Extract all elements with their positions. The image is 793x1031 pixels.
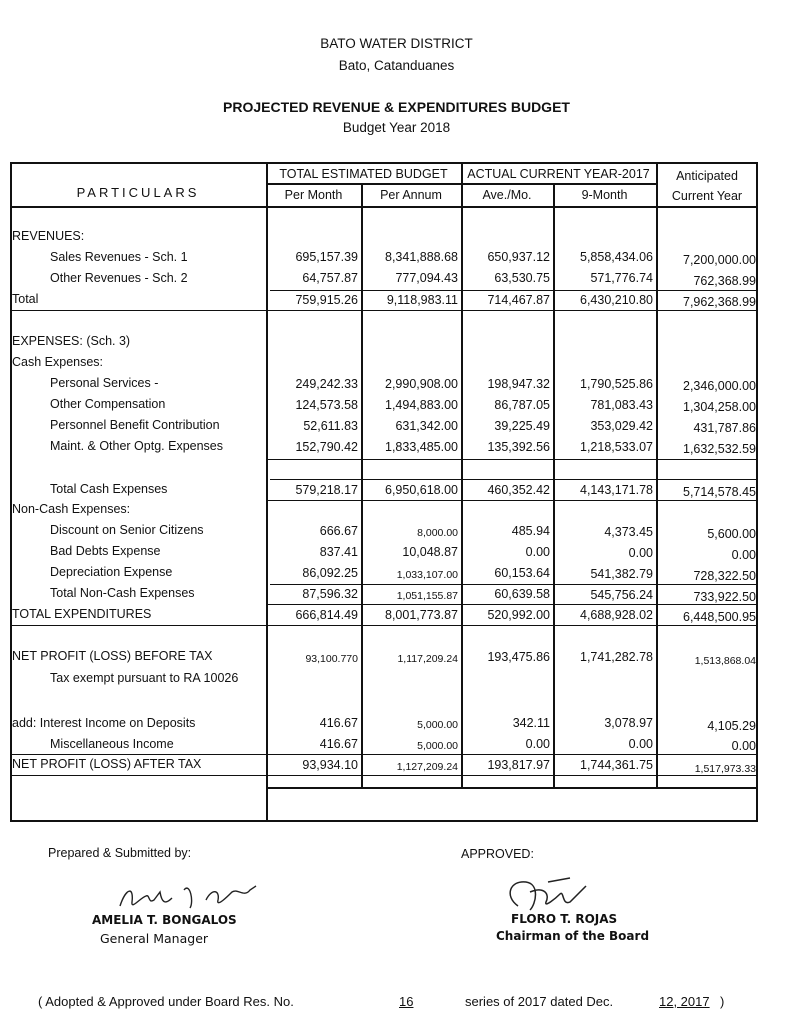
row-label-tax-exempt: Tax exempt pursuant to RA 10026 — [50, 671, 239, 685]
cell-anticipated: 0.00 — [731, 548, 756, 562]
row-label-total-non-cash: Total Non-Cash Expenses — [50, 586, 195, 600]
cell-per-annum: 6,950,618.00 — [385, 483, 458, 497]
cell-per-annum: 10,048.87 — [402, 545, 458, 559]
cell-ave-mo: 39,225.49 — [494, 419, 550, 433]
prepared-label: Prepared & Submitted by: — [48, 846, 192, 860]
row-label-net-after-tax: NET PROFIT (LOSS) AFTER TAX — [12, 757, 202, 771]
cell-ave-mo: 520,992.00 — [487, 608, 550, 622]
cell-9-month: 545,756.24 — [590, 588, 653, 602]
cell-ave-mo: 86,787.05 — [494, 398, 550, 412]
cell-per-annum: 1,033,107.00 — [396, 569, 458, 581]
cell-ave-mo: 193,475.86 — [487, 650, 550, 664]
subtotal-rule — [266, 604, 758, 605]
row-label-interest-income: add: Interest Income on Deposits — [12, 716, 196, 730]
cell-per-month: 666.67 — [319, 524, 358, 538]
preparer-title: General Manager — [100, 931, 209, 946]
approver-name: FLORO T. ROJAS — [511, 912, 618, 926]
cell-anticipated: 762,368.99 — [693, 274, 756, 288]
adoption-date: 12, 2017 — [659, 994, 710, 1009]
org-location: Bato, Catanduanes — [338, 58, 455, 73]
row-label-non-cash-expenses: Non-Cash Expenses: — [12, 502, 131, 516]
cell-anticipated: 4,105.29 — [707, 719, 756, 733]
cell-9-month: 541,382.79 — [590, 567, 653, 581]
cell-ave-mo: 714,467.87 — [487, 293, 550, 307]
cell-9-month: 781,083.43 — [590, 398, 653, 412]
row-label-sales-revenues: Sales Revenues - Sch. 1 — [50, 250, 188, 264]
cell-9-month: 1,744,361.75 — [580, 758, 653, 772]
header-per-month: Per Month — [284, 188, 343, 202]
header-ave-mo: Ave./Mo. — [482, 188, 532, 202]
subtotal-rule — [270, 290, 756, 291]
approved-label: APPROVED: — [461, 847, 534, 861]
cell-ave-mo: 60,639.58 — [494, 587, 550, 601]
cell-per-annum: 631,342.00 — [395, 419, 458, 433]
cell-per-annum: 1,117,209.24 — [397, 653, 458, 665]
row-label-maint-other: Maint. & Other Optg. Expenses — [50, 439, 223, 453]
header-9-month: 9-Month — [581, 188, 628, 202]
cell-anticipated: 431,787.86 — [693, 421, 756, 435]
document-subtitle: Budget Year 2018 — [342, 120, 451, 135]
cell-per-annum: 5,000.00 — [417, 740, 458, 752]
row-label-personal-services: Personal Services - — [50, 376, 159, 390]
table-bottom-line — [266, 787, 758, 789]
cell-per-annum: 1,833,485.00 — [385, 440, 458, 454]
cell-per-month: 64,757.87 — [302, 271, 358, 285]
row-label-net-before-tax: NET PROFIT (LOSS) BEFORE TAX — [12, 649, 213, 663]
cell-anticipated: 0.00 — [731, 739, 756, 753]
cell-9-month: 5,858,434.06 — [580, 250, 653, 264]
cell-per-month: 416.67 — [319, 737, 358, 751]
cell-per-annum: 2,990,908.00 — [385, 377, 458, 391]
row-label-personnel-benefit: Personnel Benefit Contribution — [50, 418, 220, 432]
row-label-discount-senior: Discount on Senior Citizens — [50, 523, 204, 537]
cell-ave-mo: 485.94 — [511, 524, 550, 538]
cell-9-month: 6,430,210.80 — [580, 293, 653, 307]
cell-9-month: 3,078.97 — [604, 716, 653, 730]
row-label-total-expenditures: TOTAL EXPENDITURES — [12, 607, 152, 621]
cell-per-month: 86,092.25 — [302, 566, 358, 580]
cell-per-month: 152,790.42 — [295, 440, 358, 454]
total-rule — [10, 625, 758, 626]
cell-ave-mo: 135,392.56 — [487, 440, 550, 454]
cell-anticipated: 1,632,532.59 — [683, 442, 756, 456]
header-anticipated: Anticipated — [676, 169, 738, 183]
cell-ave-mo: 650,937.12 — [487, 250, 550, 264]
cell-anticipated: 1,304,258.00 — [683, 400, 756, 414]
cell-per-annum: 8,000.00 — [417, 527, 458, 539]
subtotal-rule — [270, 584, 756, 585]
cell-per-month: 666,814.49 — [295, 608, 358, 622]
cell-ave-mo: 60,153.64 — [494, 566, 550, 580]
header-group-line — [266, 183, 656, 185]
cell-per-month: 579,218.17 — [295, 483, 358, 497]
row-label-revenues: REVENUES: — [12, 229, 85, 243]
resolution-number: 16 — [399, 994, 414, 1009]
cell-9-month: 571,776.74 — [590, 271, 653, 285]
cell-anticipated: 733,922.50 — [693, 590, 756, 604]
cell-per-annum: 8,001,773.87 — [385, 608, 458, 622]
document-title: PROJECTED REVENUE & EXPENDITURES BUDGET — [223, 99, 570, 115]
row-label-expenses: EXPENSES: (Sch. 3) — [12, 334, 131, 348]
row-label-misc-income: Miscellaneous Income — [50, 737, 174, 751]
cell-ave-mo: 342.11 — [512, 716, 550, 730]
cell-per-month: 695,157.39 — [295, 250, 358, 264]
cell-ave-mo: 0.00 — [525, 737, 550, 751]
cell-9-month: 4,143,171.78 — [580, 483, 653, 497]
cell-anticipated: 1,513,868.04 — [694, 655, 756, 667]
cell-9-month: 0.00 — [628, 546, 653, 560]
adoption-prefix: ( Adopted & Approved under Board Res. No. — [38, 994, 294, 1009]
cell-per-annum: 9,118,983.11 — [386, 293, 458, 307]
cell-per-month: 837.41 — [319, 545, 358, 559]
cell-9-month: 1,218,533.07 — [580, 440, 653, 454]
subtotal-rule — [10, 754, 758, 755]
preparer-name: AMELIA T. BONGALOS — [92, 913, 237, 927]
approver-title: Chairman of the Board — [496, 929, 650, 943]
cell-per-month: 124,573.58 — [295, 398, 358, 412]
cell-anticipated: 7,200,000.00 — [683, 253, 756, 267]
row-label-bad-debts: Bad Debts Expense — [50, 544, 161, 558]
cell-9-month: 1,741,282.78 — [580, 650, 653, 664]
cell-9-month: 353,029.42 — [590, 419, 653, 433]
cell-ave-mo: 198,947.32 — [487, 377, 550, 391]
cell-anticipated: 5,600.00 — [707, 527, 756, 541]
row-label-total-cash-expenses: Total Cash Expenses — [50, 482, 168, 496]
cell-anticipated: 5,714,578.45 — [683, 485, 756, 499]
cell-anticipated: 7,962,368.99 — [683, 295, 756, 309]
row-label-depreciation: Depreciation Expense — [50, 565, 173, 579]
cell-per-month: 416.67 — [319, 716, 358, 730]
cell-per-annum: 1,494,883.00 — [385, 398, 458, 412]
cell-9-month: 1,790,525.86 — [580, 377, 653, 391]
cell-per-annum: 1,051,155.87 — [396, 590, 458, 602]
cell-ave-mo: 193,817.97 — [487, 758, 550, 772]
row-label-cash-expenses: Cash Expenses: — [12, 355, 104, 369]
cell-anticipated: 1,517,973.33 — [694, 763, 756, 775]
header-total-estimated-budget: TOTAL ESTIMATED BUDGET — [279, 167, 448, 181]
cell-9-month: 4,373.45 — [604, 525, 653, 539]
subtotal-rule — [266, 459, 758, 460]
cell-ave-mo: 0.00 — [525, 545, 550, 559]
cell-per-month: 249,242.33 — [295, 377, 358, 391]
subtotal-rule — [270, 479, 756, 480]
cell-per-annum: 8,341,888.68 — [385, 250, 458, 264]
cell-ave-mo: 63,530.75 — [494, 271, 550, 285]
header-current-year: Current Year — [671, 189, 743, 203]
row-label-other-compensation: Other Compensation — [50, 397, 166, 411]
total-rule — [266, 500, 758, 501]
cell-per-month: 52,611.83 — [303, 419, 358, 433]
cell-anticipated: 6,448,500.95 — [683, 610, 756, 624]
adoption-close: ) — [720, 994, 725, 1009]
cell-ave-mo: 460,352.42 — [487, 483, 550, 497]
cell-per-month: 759,915.26 — [295, 293, 358, 307]
header-bottom-line — [10, 206, 758, 208]
preparer-signature — [110, 878, 280, 918]
cell-per-month: 93,100.770 — [305, 653, 358, 665]
row-label-other-revenues: Other Revenues - Sch. 2 — [50, 271, 188, 285]
total-rule — [10, 310, 758, 311]
header-per-annum: Per Annum — [380, 188, 442, 202]
cell-9-month: 0.00 — [628, 737, 653, 751]
org-name: BATO WATER DISTRICT — [320, 36, 473, 51]
cell-per-annum: 1,127,209.24 — [396, 761, 458, 773]
cell-anticipated: 2,346,000.00 — [683, 379, 756, 393]
cell-per-annum: 5,000.00 — [417, 719, 458, 731]
adoption-middle: series of 2017 dated Dec. — [465, 994, 614, 1009]
cell-per-annum: 777,094.43 — [395, 271, 458, 285]
cell-anticipated: 728,322.50 — [693, 569, 756, 583]
header-particulars: PARTICULARS — [76, 185, 200, 200]
row-label-total-revenues: Total — [12, 292, 39, 306]
total-rule — [10, 775, 758, 776]
header-actual-current-year: ACTUAL CURRENT YEAR-2017 — [467, 167, 650, 181]
cell-9-month: 4,688,928.02 — [580, 608, 653, 622]
cell-per-month: 87,596.32 — [302, 587, 358, 601]
cell-per-month: 93,934.10 — [302, 758, 358, 772]
